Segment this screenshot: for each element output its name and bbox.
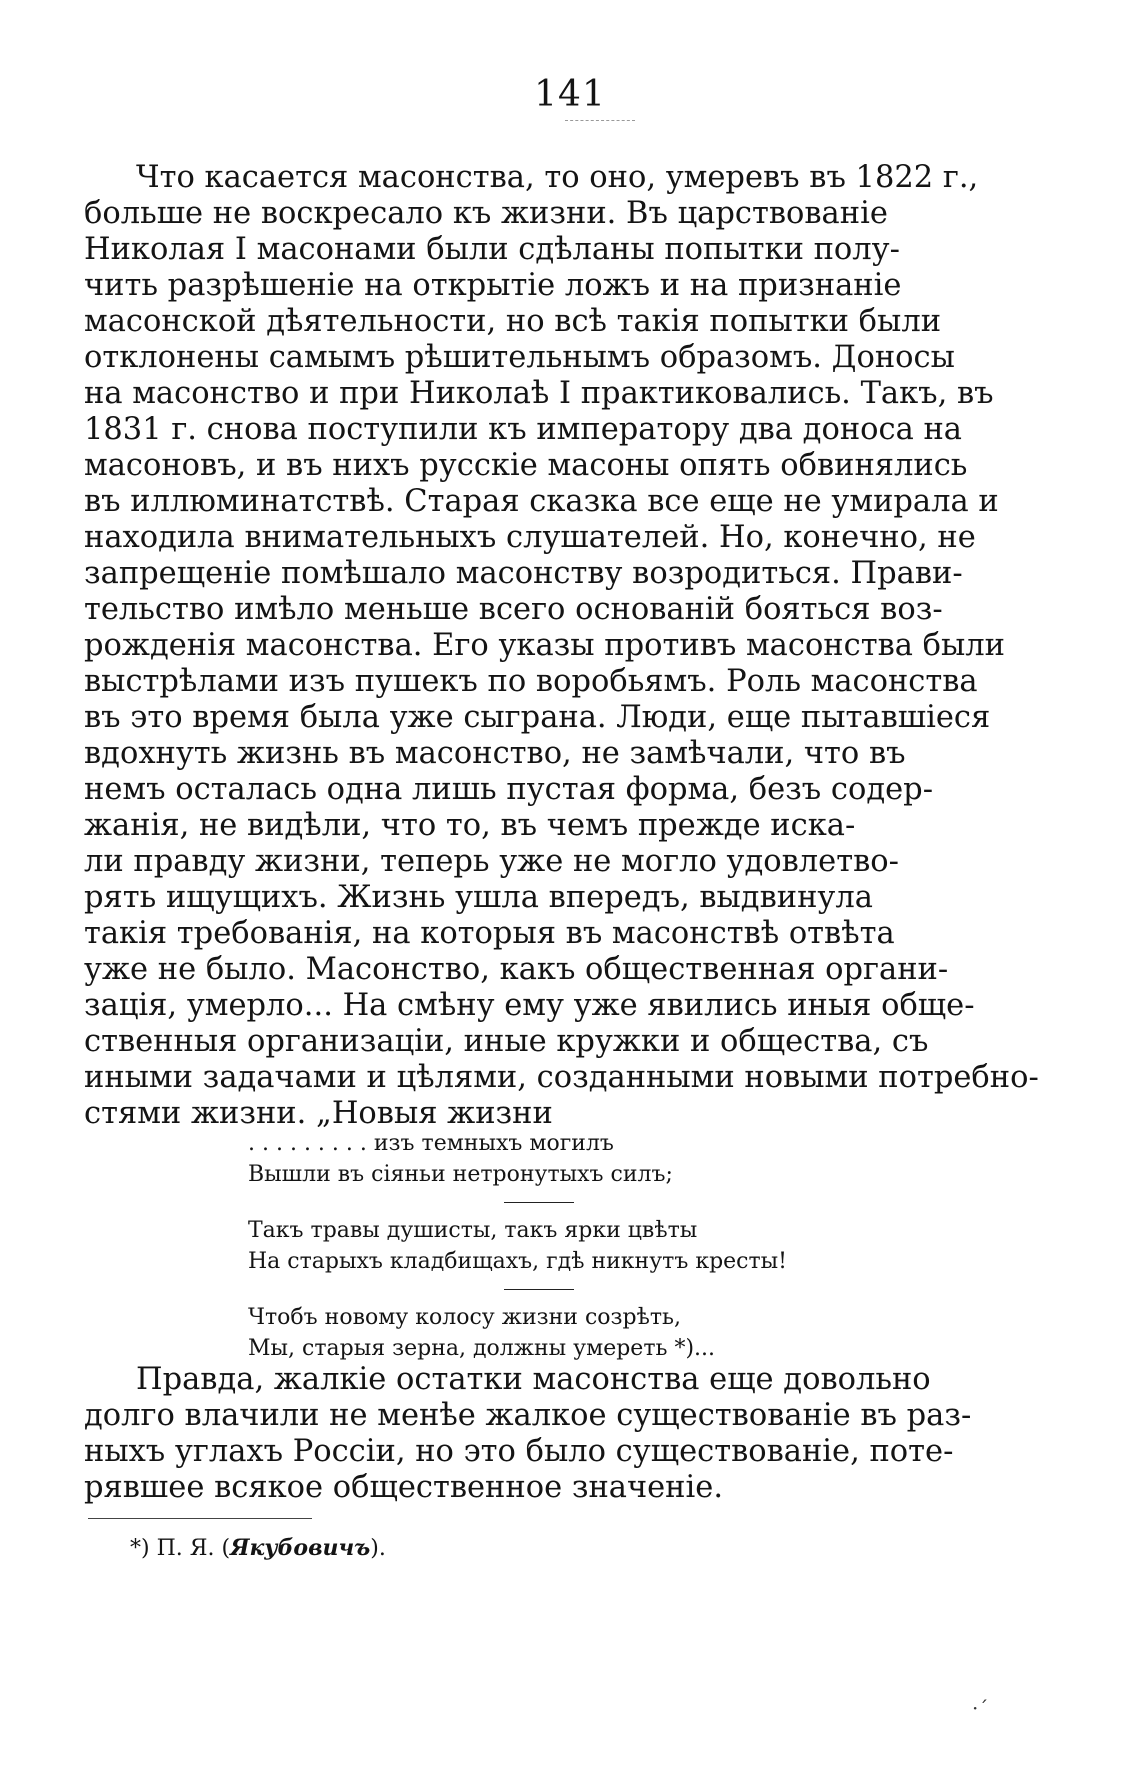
text-line: ли правду жизни, теперь уже не могло удовлетво- [84, 844, 899, 879]
main-text [84, 160, 1039, 1132]
poem-stanza [248, 1215, 868, 1277]
text-line: вдохнуть жизнь въ масонство, не замѣчали, что въ [84, 736, 906, 771]
text-line: Николая I масонами были сдѣланы попытки полу- [84, 232, 900, 267]
stanza-divider [504, 1202, 574, 1203]
text-line: выстрѣлами изъ пушекъ по воробьямъ. Роль масонства [84, 664, 978, 699]
text-line: масоновъ, и въ нихъ русскіе масоны опять обвинялись [84, 448, 968, 483]
text-line: немъ осталась одна лишь пустая форма, безъ содер- [84, 772, 934, 807]
text-line: находила внимательныхъ слушателей. Но, конечно, не [84, 520, 976, 555]
footnote-close: ). [370, 1536, 386, 1561]
stanza-divider [504, 1289, 574, 1290]
footnote-divider [88, 1518, 312, 1519]
text-line: уже не было. Масонство, какъ общественная органи- [84, 952, 949, 987]
footnote [130, 1534, 386, 1563]
text-line: иными задачами и цѣлями, созданными новыми потребно- [84, 1060, 1039, 1095]
text-line: Что касается масонства, то оно, умеревъ въ 1822 г., [136, 160, 979, 195]
text-line: долго влачили не менѣе жалкое существованіе въ раз- [84, 1398, 972, 1433]
text-line: отклонены самымъ рѣшительнымъ образомъ. Доносы [84, 340, 955, 375]
text-line: запрещеніе помѣшало масонству возродиться. Прави- [84, 556, 963, 591]
poem-line: Вышли въ сіяньи нетронутыхъ силъ; [248, 1162, 673, 1187]
poem-line: Такъ травы душисты, такъ ярки цвѣты [248, 1218, 698, 1243]
text-line: масонской дѣятельности, но всѣ такія попытки были [84, 304, 942, 339]
poem [248, 1128, 868, 1364]
text-line: ныхъ углахъ Россіи, но это было существованіе, поте- [84, 1434, 954, 1469]
poem-line: Мы, старыя зерна, должны умереть *)... [248, 1336, 716, 1361]
text-line: стями жизни. „Новыя жизни [84, 1096, 553, 1131]
text-line: Правда, жалкіе остатки масонства еще довольно [136, 1362, 931, 1397]
print-speck: ·ˊ [972, 1696, 989, 1720]
poem-line: . . . . . . . . . изъ темныхъ могилъ [248, 1131, 614, 1156]
text-line: рявшее всякое общественное значеніе. [84, 1470, 724, 1505]
text-line: въ иллюминатствѣ. Старая сказка все еще не умирала и [84, 484, 999, 519]
text-line: рожденія масонства. Его указы противъ масонства были [84, 628, 1005, 663]
text-line: 1831 г. снова поступили къ императору два доноса на [84, 412, 962, 447]
footnote-marker: *) П. Я. ( [130, 1536, 231, 1561]
text-line: ственныя организаціи, иные кружки и общества, съ [84, 1024, 929, 1059]
poem-line: Чтобъ новому колосу жизни созрѣть, [248, 1305, 681, 1330]
text-line: тельство имѣло меньше всего основаній бояться воз- [84, 592, 943, 627]
text-line: такія требованія, на которыя въ масонствѣ отвѣта [84, 916, 895, 951]
text-line: на масонство и при Николаѣ I практиковались. Такъ, въ [84, 376, 994, 411]
text-line: зація, умерло... На смѣну ему уже явились иныя обще- [84, 988, 975, 1023]
poem-line: На старыхъ кладбищахъ, гдѣ никнутъ кресты! [248, 1249, 788, 1274]
text-line: чить разрѣшеніе на открытіе ложъ и на признаніе [84, 268, 902, 303]
footnote-author: Якубовичъ [230, 1535, 371, 1561]
text-line: жанія, не видѣли, что то, въ чемъ прежде иска- [84, 808, 856, 843]
poem-stanza [248, 1128, 868, 1190]
page-number-rule [565, 120, 635, 121]
text-line: рять ищущихъ. Жизнь ушла впередъ, выдвинула [84, 880, 873, 915]
closing-paragraph [84, 1362, 1014, 1506]
page-number: 141 [534, 74, 606, 115]
poem-stanza [248, 1302, 868, 1364]
text-line: больше не воскресало къ жизни. Въ царствованіе [84, 196, 888, 231]
text-line: въ это время была уже сыграна. Люди, еще пытавшіеся [84, 700, 991, 735]
